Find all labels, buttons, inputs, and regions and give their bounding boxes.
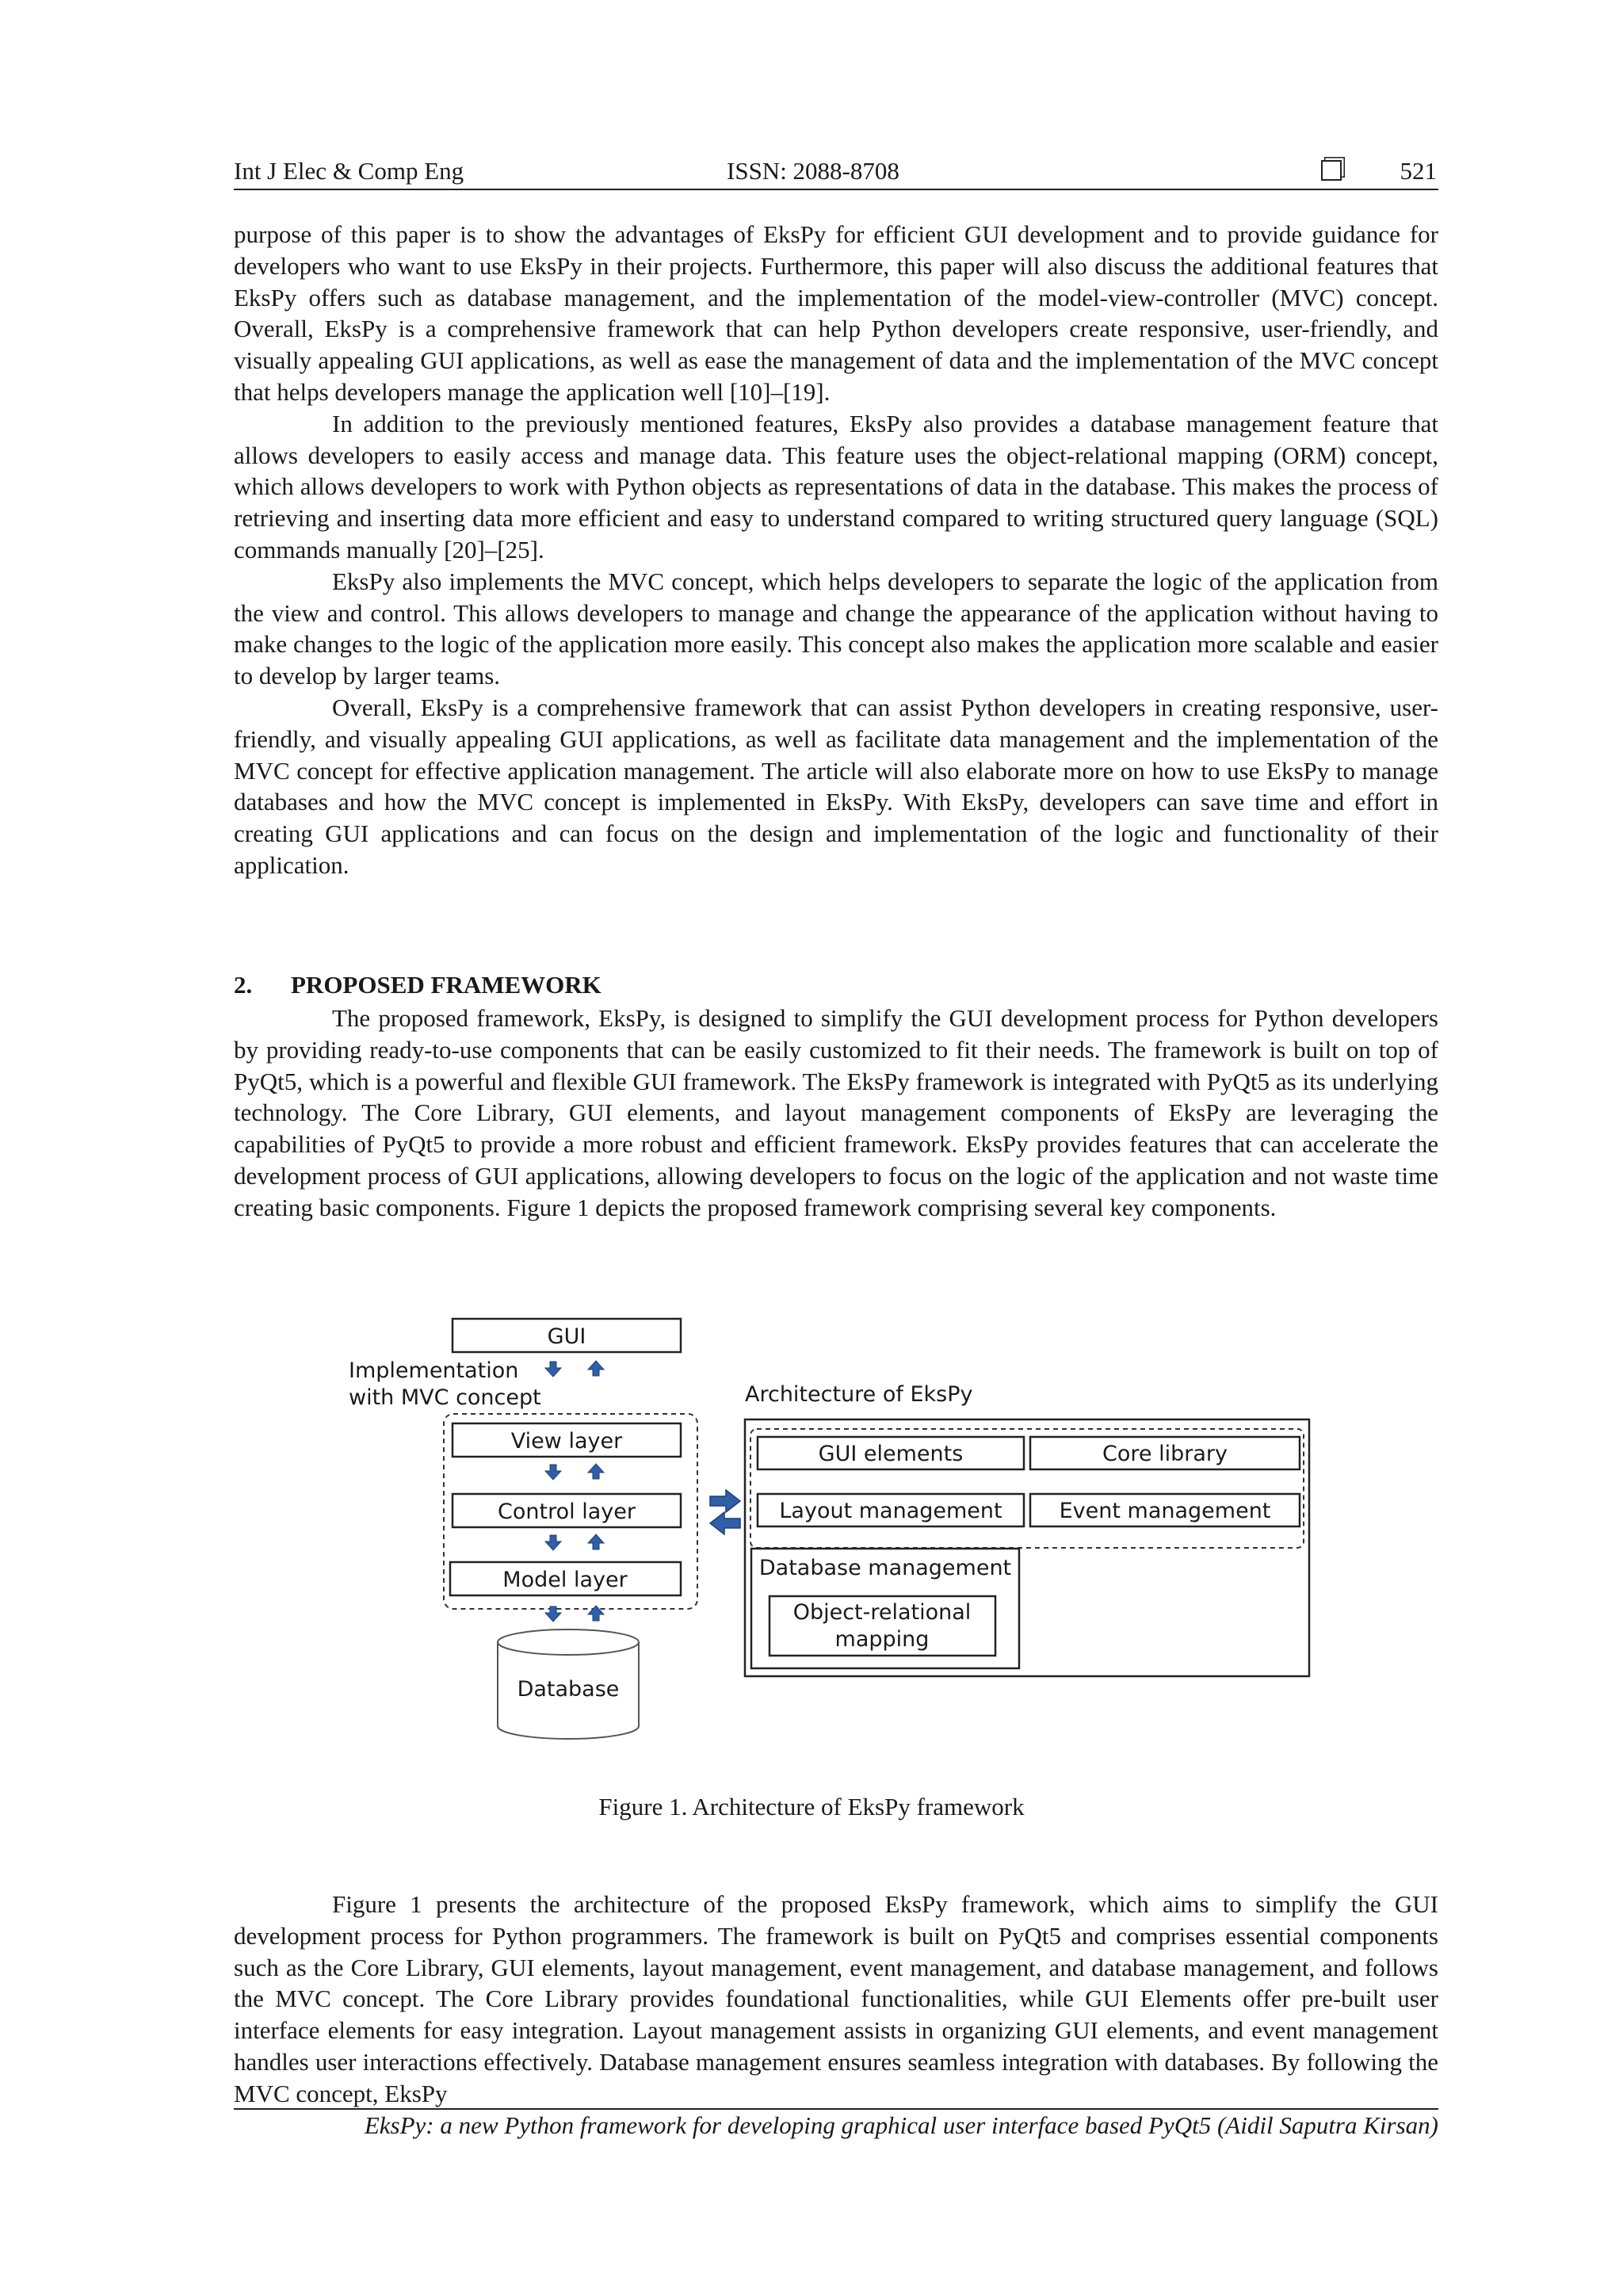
orm-label-line2: mapping bbox=[834, 1627, 930, 1652]
model-layer-label: Model layer bbox=[502, 1568, 628, 1592]
section-number: 2. bbox=[234, 971, 253, 999]
up-arrow-icon bbox=[588, 1361, 604, 1376]
database-management-label: Database management bbox=[758, 1556, 1012, 1580]
up-arrow-icon bbox=[588, 1606, 604, 1621]
right-arrow-icon bbox=[710, 1490, 740, 1512]
down-arrow-icon bbox=[545, 1362, 561, 1377]
paragraph: The proposed framework, EksPy, is designed to simplify the GUI development process for Python developers by providing ready-to-use components that can be easily customized to fit their needs. The framework is built on top of PyQt5, which is a powerful and flexible GUI framework. The EksPy framework is integrated with PyQt5 as its underlying technology. The Core Library, GUI elements, and layout management components of EksPy are leveraging the capabilities of PyQt5 to provide a more robust and efficient framework. EksPy provides features that can accelerate the development process of GUI applications, allowing developers to focus on the logic of the application and not waste time creating basic components. Figure 1 depicts the proposed framework comprising several key components. bbox=[234, 1004, 1438, 1221]
layout-management-label: Layout management bbox=[779, 1499, 1002, 1523]
page-number: 521 bbox=[1400, 157, 1437, 185]
journal-name: Int J Elec & Comp Eng bbox=[234, 157, 464, 185]
up-arrow-icon bbox=[588, 1464, 604, 1479]
core-library-label: Core library bbox=[1102, 1442, 1228, 1466]
section-title: PROPOSED FRAMEWORK bbox=[291, 971, 601, 999]
control-layer-label: Control layer bbox=[498, 1499, 636, 1524]
database-label: Database bbox=[517, 1677, 620, 1702]
post-figure-text bbox=[234, 1889, 1438, 2110]
paragraph: Figure 1 presents the architecture of the proposed EksPy framework, which aims to simplify the GUI development process for Python programmers. The framework is built on PyQt5 and comprises essential components such as the Core Library, GUI elements, layout management, event management, and database management, and follows the MVC concept. The Core Library provides foundational functionalities, while GUI Elements offer pre-built user interface elements for easy integration. Layout management assists in organizing GUI elements, and event management handles user interactions effectively. Database management ensures seamless integration with databases. By following the MVC concept, EksPy bbox=[234, 1890, 1438, 2107]
down-arrow-icon bbox=[545, 1535, 561, 1550]
running-footer: EksPy: a new Python framework for developing graphical user interface based PyQt5 (Aidil Saputra Kirsan) bbox=[234, 2108, 1438, 2140]
gui-label: GUI bbox=[547, 1324, 586, 1349]
paragraph: Overall, EksPy is a comprehensive framework that can assist Python developers in creating responsive, user-friendly, and visually appealing GUI applications, as well as facilitate data management and the implementation of the MVC concept for effective application management. The article will also elaborate more on how to use EksPy to manage databases and how the MVC concept is implemented in EksPy. With EksPy, developers can save time and effort in creating GUI applications and can focus on the design and implementation of the logic and functionality of their application. bbox=[234, 693, 1438, 879]
up-arrow-icon bbox=[588, 1534, 604, 1549]
paragraph: In addition to the previously mentioned features, EksPy also provides a database management feature that allows developers to easily access and manage data. This feature uses the object-relational mapping (ORM) concept, which allows developers to work with Python objects as representations of data in the database. This makes the process of retrieving and inserting data more efficient and easy to understand compared to writing structured query language (SQL) commands manually [20]–[25]. bbox=[234, 409, 1438, 563]
paragraph: EksPy also implements the MVC concept, which helps developers to separate the logic of the application from the view and control. This allows developers to manage and change the appearance of the application without having to make changes to the logic of the application more easily. This concept also makes the application more scalable and easier to develop by larger teams. bbox=[234, 567, 1438, 690]
left-arrow-icon bbox=[710, 1512, 740, 1534]
architecture-title: Architecture of EksPy bbox=[745, 1382, 973, 1407]
paragraph: purpose of this paper is to show the advantages of EksPy for efficient GUI development and to provide guidance for developers who want to use EksPy in their projects. Furthermore, this paper will also discuss the additional features that EksPy offers such as database management, and the implementation of the model-view-controller (MVC) concept. Overall, EksPy is a comprehensive framework that can help Python developers create responsive, user-friendly, and visually appealing GUI applications, as well as ease the management of data and the implementation of the MVC concept that helps developers manage the application well [10]–[19]. bbox=[234, 220, 1438, 406]
view-layer-label: View layer bbox=[510, 1429, 623, 1454]
gui-elements-label: GUI elements bbox=[818, 1442, 964, 1466]
figure-caption: Figure 1. Architecture of EksPy framework bbox=[598, 1793, 1025, 1820]
orm-label-line1: Object-relational bbox=[792, 1600, 972, 1625]
issn: ISSN: 2088-8708 bbox=[727, 157, 899, 185]
down-arrow-icon bbox=[545, 1465, 561, 1480]
mvc-label-line2: with MVC concept bbox=[349, 1385, 541, 1410]
event-management-label: Event management bbox=[1059, 1499, 1271, 1523]
mvc-label-line1: Implementation bbox=[349, 1358, 519, 1383]
